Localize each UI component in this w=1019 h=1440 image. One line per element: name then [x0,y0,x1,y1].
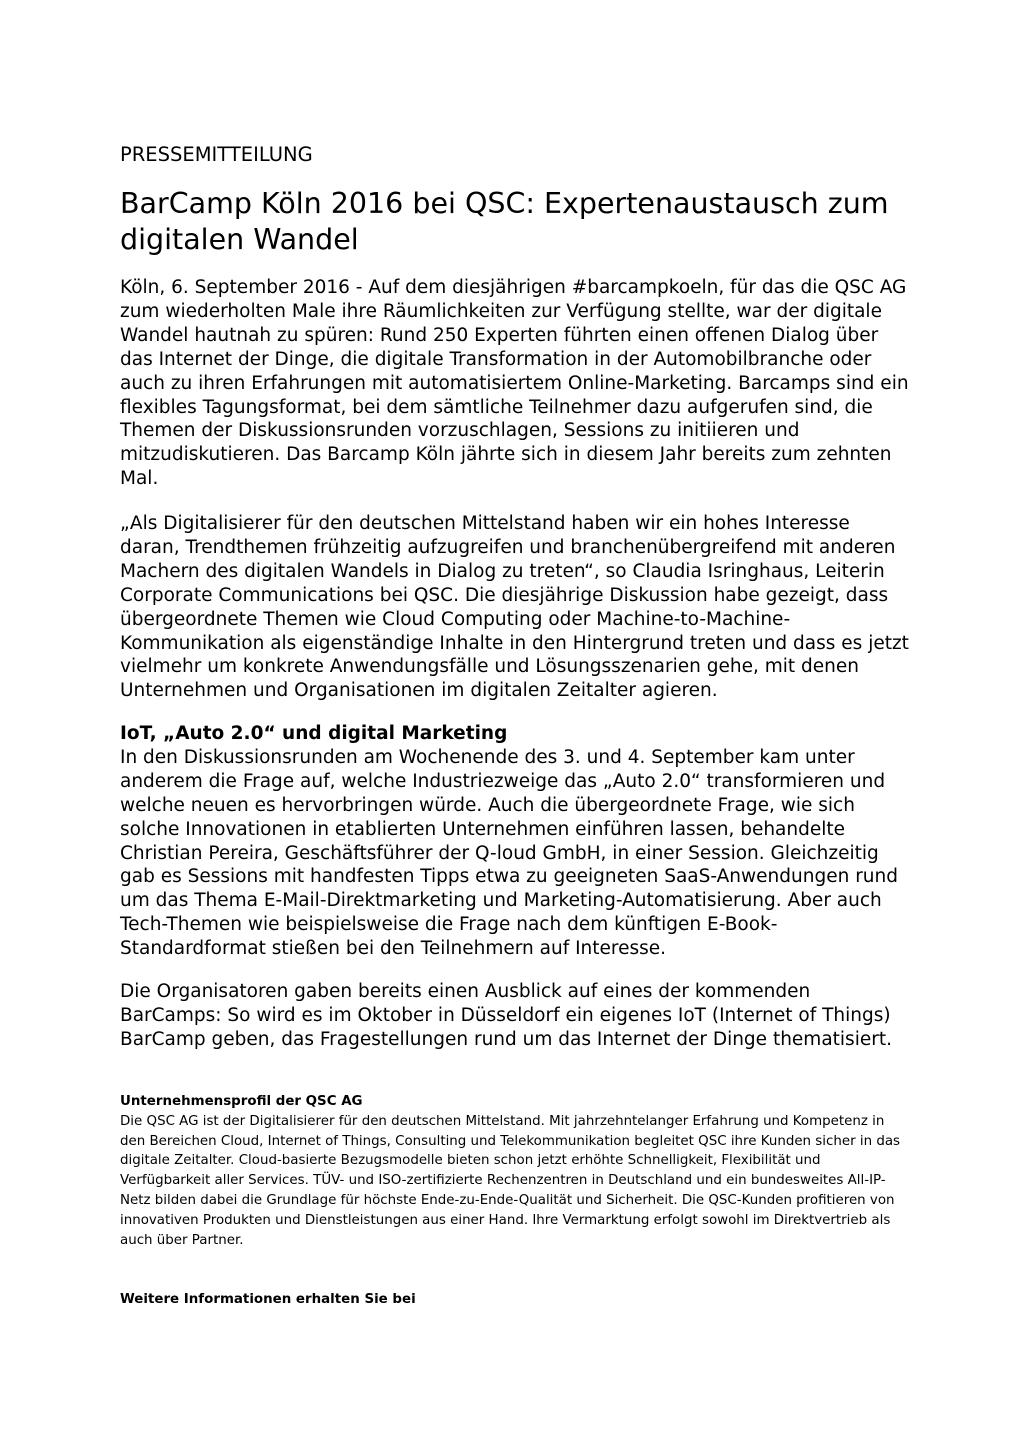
company-profile-heading: Unternehmensprofil der QSC AG [120,1094,363,1109]
section-iot-auto-marketing [120,722,910,961]
company-profile [120,1092,910,1250]
company-profile-text: Die QSC AG ist der Digitalisierer für den deutschen Mittelstand. Mit jahrzehntelanger Erfahrung und Kompetenz in den Bereichen Cloud, Internet of Things, Consulting und Telekommunikation begleitet QSC ihre Kunden sicher in das digitale Zeitalter. Cloud-basierte Bezugsmodelle bieten schon jetzt erhöhte Schnelligkeit, Flexibilität und Verfügbarkeit aller Services. TÜV- und ISO-zertifizierte Rechenzentren in Deutschland und ein bundesweites All-IP-Netz bilden dabei die Grundlage für höchste Ende-zu-Ende-Qualität und Sicherheit. Die QSC-Kunden profitieren von innovativen Produkten und Dienstleistungen aus einer Hand. Ihre Vermarktung erfolgt sowohl im Direktvertrieb als auch über Partner. [120,1113,900,1248]
press-release-title: BarCamp Köln 2016 bei QSC: Expertenaustausch zum digitalen Wandel [120,187,889,256]
outlook-paragraph: Die Organisatoren gaben bereits einen Ausblick auf eines der kommenden BarCamps: So wird es im Oktober in Düsseldorf ein eigenes IoT (Internet of Things) BarCamp geben, das Fragestellungen rund um das Internet der Dinge thematisiert. [120,981,892,1050]
section-paragraph: In den Diskussionsrunden am Wochenende des 3. und 4. September kam unter anderem die Frage auf, welche Industriezweige das „Auto 2.0“ transformieren und welche neuen es hervorbringen würde. Auch die übergeordnete Frage, wie sich solche Innovationen in etablierten Unternehmen einführen lassen, behandelte Christian Pereira, Geschäftsführer der Q-loud GmbH, in einer Session. Gleichzeitig gab es Sessions mit handfesten Tipps etwa zu geeigneten SaaS-Anwendungen rund um das Thema E-Mail-Direktmarketing und Marketing-Automatisierung. Aber auch Tech-Themen wie beispielsweise die Frage nach dem künftigen E-Book-Standardformat stießen bei den Teilnehmern auf Interesse. [120,746,898,960]
lead-paragraph: Köln, 6. September 2016 - Auf dem diesjährigen #barcampkoeln, für das die QSC AG zum wiederholten Male ihre Räumlichkeiten zur Verfügung stellte, war der digitale Wandel hautnah zu spüren: Rund 250 Experten führten einen offenen Dialog über das Internet der Dinge, die digitale Transformation in der Automobilbranche oder auch zu ihren Erfahrungen mit automatisiertem Online-Marketing. Barcamps sind ein flexibles Tagungsformat, bei dem sämtliche Teilnehmer dazu aufgerufen sind, die Themen der Diskussionsrunden vorzuschlagen, Sessions zu initiieren und mitzudiskutieren. Das Barcamp Köln jährte sich in diesem Jahr bereits zum zehnten Mal. [120,277,909,490]
section-heading: IoT, „Auto 2.0“ und digital Marketing [120,723,508,744]
document-type-label: PRESSEMITTEILUNG [120,143,313,166]
quote-paragraph: „Als Digitalisierer für den deutschen Mittelstand haben wir ein hohes Interesse daran, Trendthemen frühzeitig aufzugreifen und branchenübergreifend mit anderen Machern des digitalen Wandels in Dialog zu treten“, so Claudia Isringhaus, Leiterin Corporate Communications bei QSC. Die diesjährige Diskussion habe gezeigt, dass übergeordnete Themen wie Cloud Computing oder Machine-to-Machine-Kommunikation als eigenständige Inhalte in den Hintergrund treten und dass es jetzt vielmehr um konkrete Anwendungsfälle und Lösungsszenarien gehe, mit denen Unternehmen und Organisationen im digitalen Zeitalter agieren. [120,513,909,702]
contact-heading: Weitere Informationen erhalten Sie bei [120,1292,416,1307]
